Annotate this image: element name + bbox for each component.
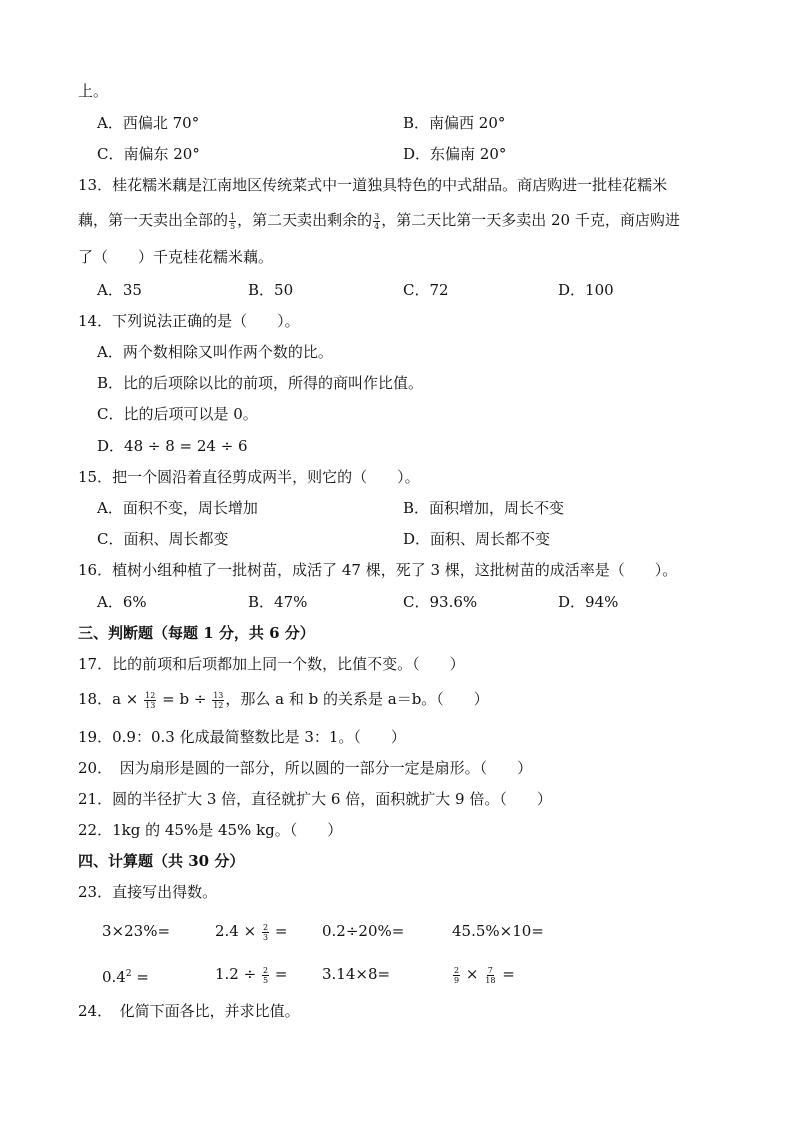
q13-option-d[interactable]: D．100 [558,281,614,299]
calc-r2c1-a: 0.4 [102,968,126,986]
q12-option-c[interactable]: C．南偏东 20° [97,145,200,163]
calc-r1c4: 45.5%×10= [452,922,544,940]
q23: 23．直接写出得数。 [78,883,218,901]
fraction-one-fifth [229,212,236,231]
fraction-13-12 [212,691,224,710]
q18-c: ，那么 a 和 b 的关系是 a＝b。（ ） [225,690,489,708]
frac-den: 5 [230,221,236,231]
calc-r2c2 [215,963,287,985]
fraction-three-quarters [373,212,380,231]
frac-num: 2 [262,965,269,975]
q24: 24． 化简下面各比，并求比值。 [78,1002,300,1020]
q16-option-b[interactable]: B．47% [248,593,308,611]
q15-option-a[interactable]: A．面积不变，周长增加 [97,499,258,517]
frac-num: 2 [262,922,269,932]
q18-b: = b ÷ [162,690,207,708]
frac-den: 5 [262,975,269,985]
calc-r1c2-b: = [274,922,288,940]
q21: 21．圆的半径扩大 3 倍，直径就扩大 6 倍，面积就扩大 9 倍。（ ） [78,790,552,808]
calc-r2c2-b: = [274,965,288,983]
q13-line2-b: ，第二天卖出剩余的 [237,211,373,229]
q14-stem: 14．下列说法正确的是（ ）。 [78,312,300,330]
q15-stem: 15．把一个圆沿着直径剪成两半，则它的（ ）。 [78,468,420,486]
frac-num: 3 [374,211,380,221]
calc-r2c4-op: × [465,965,479,983]
fraction-7-18 [484,966,496,985]
q20: 20． 因为扇形是圆的一部分，所以圆的一部分一定是扇形。（ ） [78,759,533,777]
q12-option-b[interactable]: B．南偏西 20° [403,114,506,132]
frac-num: 7 [487,965,493,975]
q16-option-a[interactable]: A．6% [97,593,147,611]
q15-option-b[interactable]: B．面积增加，周长不变 [403,499,565,517]
q19: 19．0.9：0.3 化成最简整数比是 3：1。（ ） [78,728,406,746]
q14-option-d[interactable]: D．48 ÷ 8 = 24 ÷ 6 [97,437,248,455]
q18 [78,688,489,710]
q14-option-c[interactable]: C．比的后项可以是 0。 [97,405,258,423]
calc-r2c1 [102,963,149,988]
q15-option-c[interactable]: C．面积、周长都变 [97,530,229,548]
q13-line2-c: ，第二天比第一天多卖出 20 千克，商店购进 [381,211,680,229]
frac-den: 4 [374,221,380,231]
section4-title: 四、计算题（共 30 分） [78,852,245,870]
frac-den: 3 [262,932,269,942]
frac-den: 13 [145,700,156,710]
calc-r1c2-a: 2.4 × [215,922,257,940]
q16-stem: 16．植树小组种植了一批树苗，成活了 47 棵，死了 3 棵，这批树苗的成活率是（ ）。 [78,561,678,579]
q17: 17．比的前项和后项都加上同一个数，比值不变。（ ） [78,655,465,673]
q14-option-b[interactable]: B．比的后项除以比的前项，所得的商叫作比值。 [97,374,424,392]
q13-option-c[interactable]: C．72 [403,281,449,299]
q13-option-a[interactable]: A．35 [97,281,142,299]
q13-line2 [78,209,680,231]
fraction-12-13 [144,691,156,710]
calc-r2c4-b: = [502,965,515,983]
q12-option-d[interactable]: D．东偏南 20° [403,145,507,163]
q16-option-d[interactable]: D．94% [558,593,619,611]
fraction-2-3 [262,923,269,942]
frac-den: 18 [485,975,496,985]
q15-option-d[interactable]: D．面积、周长都不变 [403,530,551,548]
frac-num: 12 [145,690,156,700]
q12-tail: 上。 [78,82,109,100]
fraction-2-9 [453,966,460,985]
calc-r2c1-b: = [131,968,149,986]
calc-r2c3: 3.14×8= [322,965,391,983]
q12-option-a[interactable]: A．西偏北 70° [97,114,200,132]
calc-r1c2 [215,920,287,942]
q13-option-b[interactable]: B．50 [248,281,294,299]
q22: 22．1kg 的 45%是 45% kg。（ ） [78,821,343,839]
q13-line2-a: 藕，第一天卖出全部的 [78,211,229,229]
calc-r2c2-a: 1.2 ÷ [215,965,257,983]
q14-option-a[interactable]: A．两个数相除又叫作两个数的比。 [97,343,333,361]
q13-line3: 了（ ）千克桂花糯米藕。 [78,248,274,266]
calc-r1c1: 3×23%= [102,922,171,940]
calc-r2c4 [452,963,515,985]
frac-num: 2 [454,965,460,975]
section3-title: 三、判断题（每题 1 分，共 6 分） [78,624,315,642]
frac-num: 13 [213,690,224,700]
q16-option-c[interactable]: C．93.6% [403,593,478,611]
calc-r1c3: 0.2÷20%= [322,922,405,940]
q18-a: 18．a × [78,690,139,708]
frac-num: 1 [230,211,236,221]
q13-line1: 13．桂花糯米藕是江南地区传统菜式中一道独具特色的中式甜品。商店购进一批桂花糯米 [78,176,668,194]
exponent: 2 [125,969,132,979]
fraction-2-5 [262,966,269,985]
frac-den: 9 [454,975,460,985]
frac-den: 12 [213,700,224,710]
